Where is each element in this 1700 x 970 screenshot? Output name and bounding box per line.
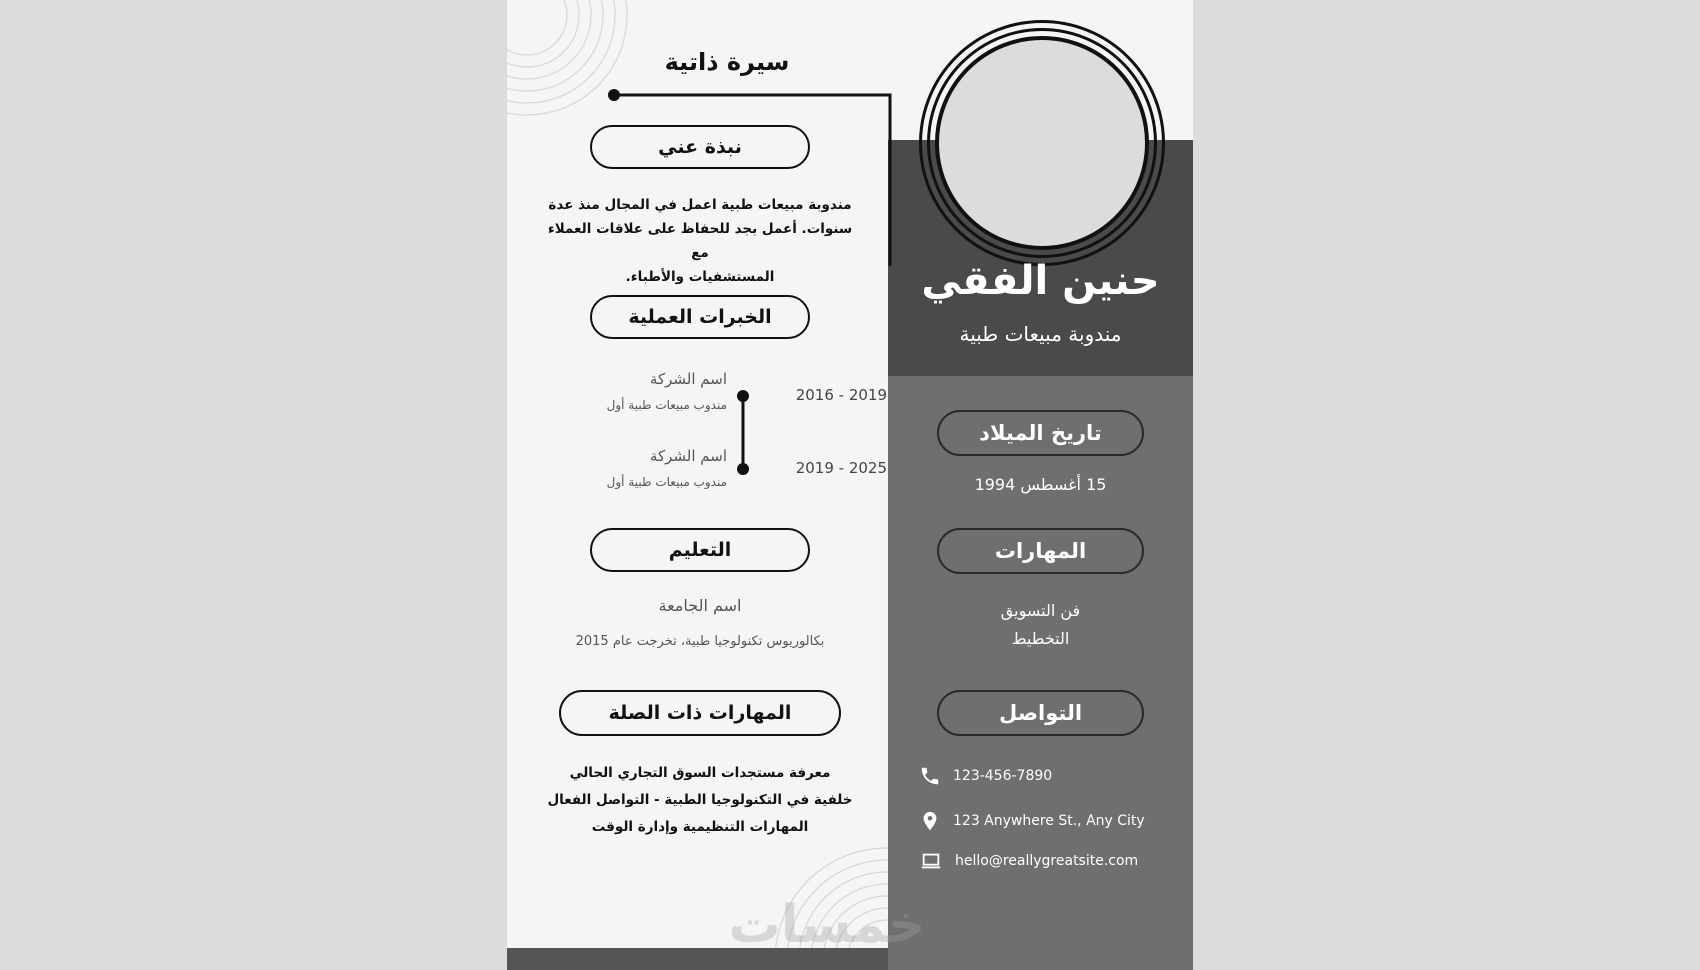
experience-period-2: 2019 - 2025 (795, 459, 887, 477)
education-heading: التعليم (590, 528, 810, 572)
experience-role-1: مندوب مبيعات طبية أول (606, 398, 727, 412)
contact-heading: التواصل (937, 690, 1144, 736)
person-name: حنين الفقي (921, 258, 1160, 304)
related-skills-text (527, 760, 873, 841)
about-text (537, 193, 863, 289)
resume-title: سيرة ذاتية (664, 48, 790, 76)
related-skill-line-2: خلفية في التكنولوجيا الطبية - التواصل الفعال (547, 792, 853, 808)
skill-item: فن التسويق (1000, 601, 1081, 620)
experience-period-1: 2016 - 2019 (795, 386, 887, 404)
skill-item: التخطيط (1011, 629, 1070, 648)
phone-icon (919, 765, 941, 787)
education-degree: بكالوريوس تكنولوجيا طبية، تخرجت عام 2015 (575, 634, 825, 649)
related-skill-line-3: المهارات التنظيمية وإدارة الوقت (591, 819, 809, 835)
experience-company-2: اسم الشركة (649, 447, 727, 465)
about-line-3: المستشفيات والأطباء. (625, 269, 775, 285)
person-job-title: مندوبة مبيعات طبية (959, 322, 1122, 346)
education-university: اسم الجامعة (658, 596, 742, 615)
profile-photo (935, 36, 1149, 250)
about-heading: نبذة عني (590, 125, 810, 169)
contact-phone[interactable]: 123-456-7890 (953, 768, 1053, 784)
about-line-1: مندوبة مبيعات طبية اعمل في المجال منذ عدة (548, 197, 852, 213)
resume-page (507, 0, 1193, 970)
about-line-2: سنوات. أعمل بجد للحفاظ على علاقات العملاء مع (547, 221, 853, 261)
experience-company-1: اسم الشركة (649, 370, 727, 388)
birth-heading: تاريخ الميلاد (937, 410, 1144, 456)
birth-value: 15 أغسطس 1994 (974, 475, 1107, 494)
related-skills-heading: المهارات ذات الصلة (559, 690, 841, 736)
contact-phone-row (919, 765, 1052, 787)
contact-address-row (919, 810, 1145, 832)
contact-address: 123 Anywhere St., Any City (953, 813, 1145, 829)
location-pin-icon (919, 810, 941, 832)
skills-heading: المهارات (937, 528, 1144, 574)
skills-list (937, 597, 1144, 653)
related-skill-line-1: معرفة مستجدات السوق التجاري الحالي (569, 765, 831, 781)
experience-role-2: مندوب مبيعات طبية أول (606, 475, 727, 489)
contact-email-row (919, 850, 1138, 872)
watermark: خمسات (728, 895, 926, 955)
side-panel (888, 376, 1193, 970)
experience-heading: الخبرات العملية (590, 295, 810, 339)
laptop-icon (919, 850, 943, 872)
contact-email[interactable]: hello@reallygreatsite.com (955, 853, 1139, 869)
